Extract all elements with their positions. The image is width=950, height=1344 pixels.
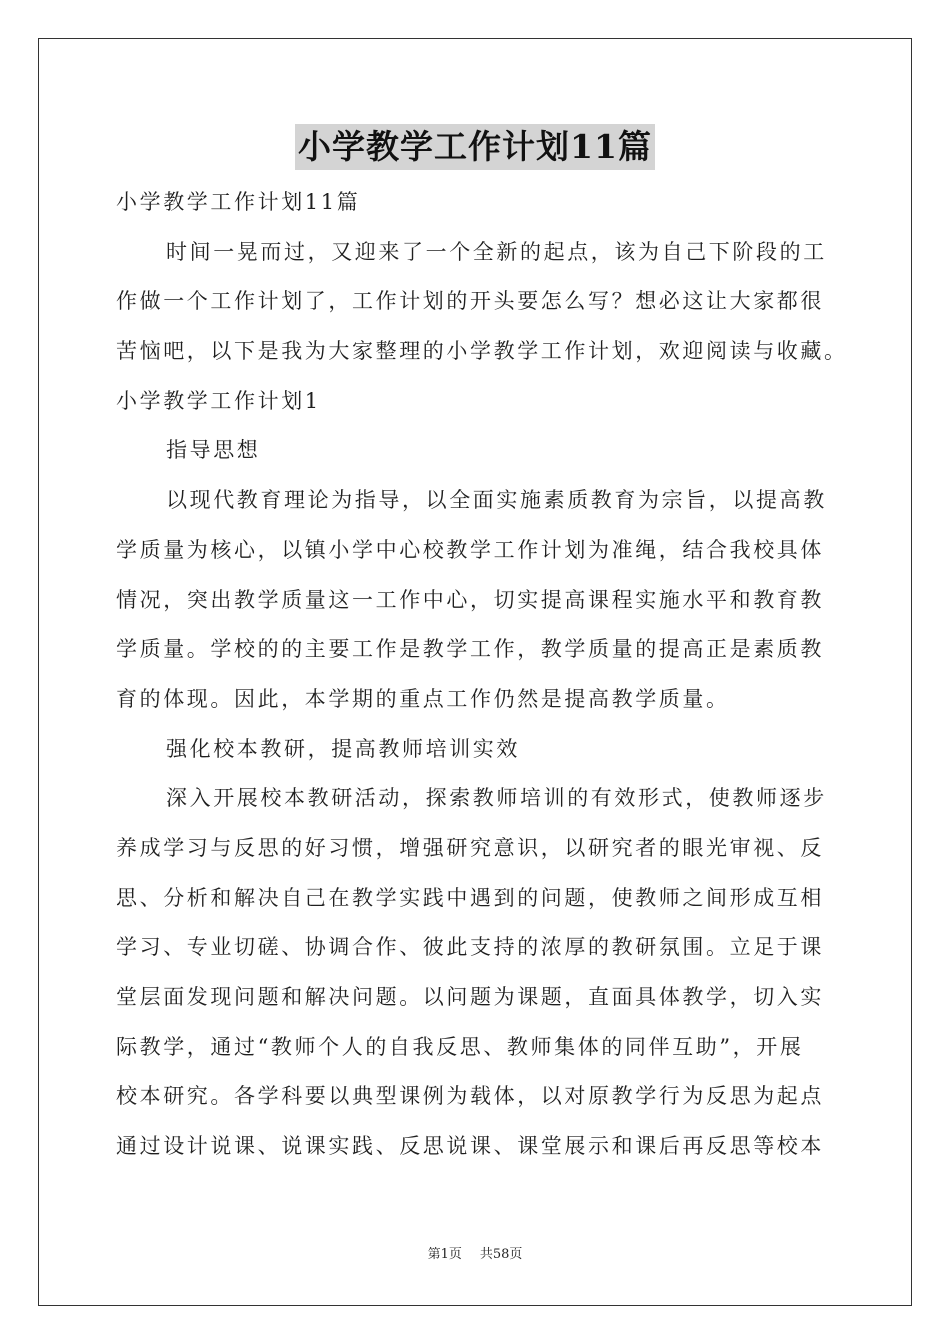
document-body <box>116 178 848 1172</box>
page-total: 共58页 <box>479 1247 523 1262</box>
text-line: 时间一晃而过，又迎来了一个全新的起点，该为自己下阶段的工 <box>166 239 827 264</box>
text-line: 际教学，通过“教师个人的自我反思、教师集体的同伴互助”，开展 <box>116 1034 804 1059</box>
text-line: 以现代教育理论为指导，以全面实施素质教育为宗旨，以提高教 <box>166 488 827 513</box>
text-line: 指导思想 <box>166 438 261 463</box>
page-number: 第1页 <box>427 1247 462 1262</box>
text-line: 深入开展校本教研活动，探索教师培训的有效形式，使教师逐步 <box>166 786 827 811</box>
text-line: 作做一个工作计划了，工作计划的开头要怎么写？想必这让大家都很 <box>116 289 824 314</box>
text-line: 育的体现。因此，本学期的重点工作仍然是提高教学质量。 <box>116 686 730 711</box>
text-line: 学习、专业切磋、协调合作、彼此支持的浓厚的教研氛围。立足于课 <box>116 935 824 960</box>
text-line: 小学教学工作计划11篇 <box>116 190 361 214</box>
text-line: 小学教学工作计划1 <box>116 388 321 413</box>
page-footer <box>0 1246 950 1264</box>
text-line: 强化校本教研，提高教师培训实效 <box>166 736 520 761</box>
text-line: 思、分析和解决自己在教学实践中遇到的问题，使教师之间形成互相 <box>116 885 824 910</box>
title-container <box>0 124 950 170</box>
text-line: 堂层面发现问题和解决问题。以问题为课题，直面具体教学，切入实 <box>116 985 824 1009</box>
document-title: 小学教学工作计划11篇 <box>295 124 655 170</box>
text-line: 学质量为核心，以镇小学中心校教学工作计划为准绳，结合我校具体 <box>116 537 824 562</box>
text-line: 苦恼吧，以下是我为大家整理的小学教学工作计划，欢迎阅读与收藏。 <box>116 339 848 364</box>
text-line: 情况，突出教学质量这一工作中心，切实提高课程实施水平和教育教 <box>116 587 824 612</box>
text-line: 学质量。学校的的主要工作是教学工作，教学质量的提高正是素质教 <box>116 637 824 662</box>
text-line: 养成学习与反思的好习惯，增强研究意识，以研究者的眼光审视、反 <box>116 835 824 860</box>
text-line: 校本研究。各学科要以典型课例为载体，以对原教学行为反思为起点 <box>116 1084 824 1109</box>
text-line: 通过设计说课、说课实践、反思说课、课堂展示和课后再反思等校本 <box>116 1134 824 1159</box>
